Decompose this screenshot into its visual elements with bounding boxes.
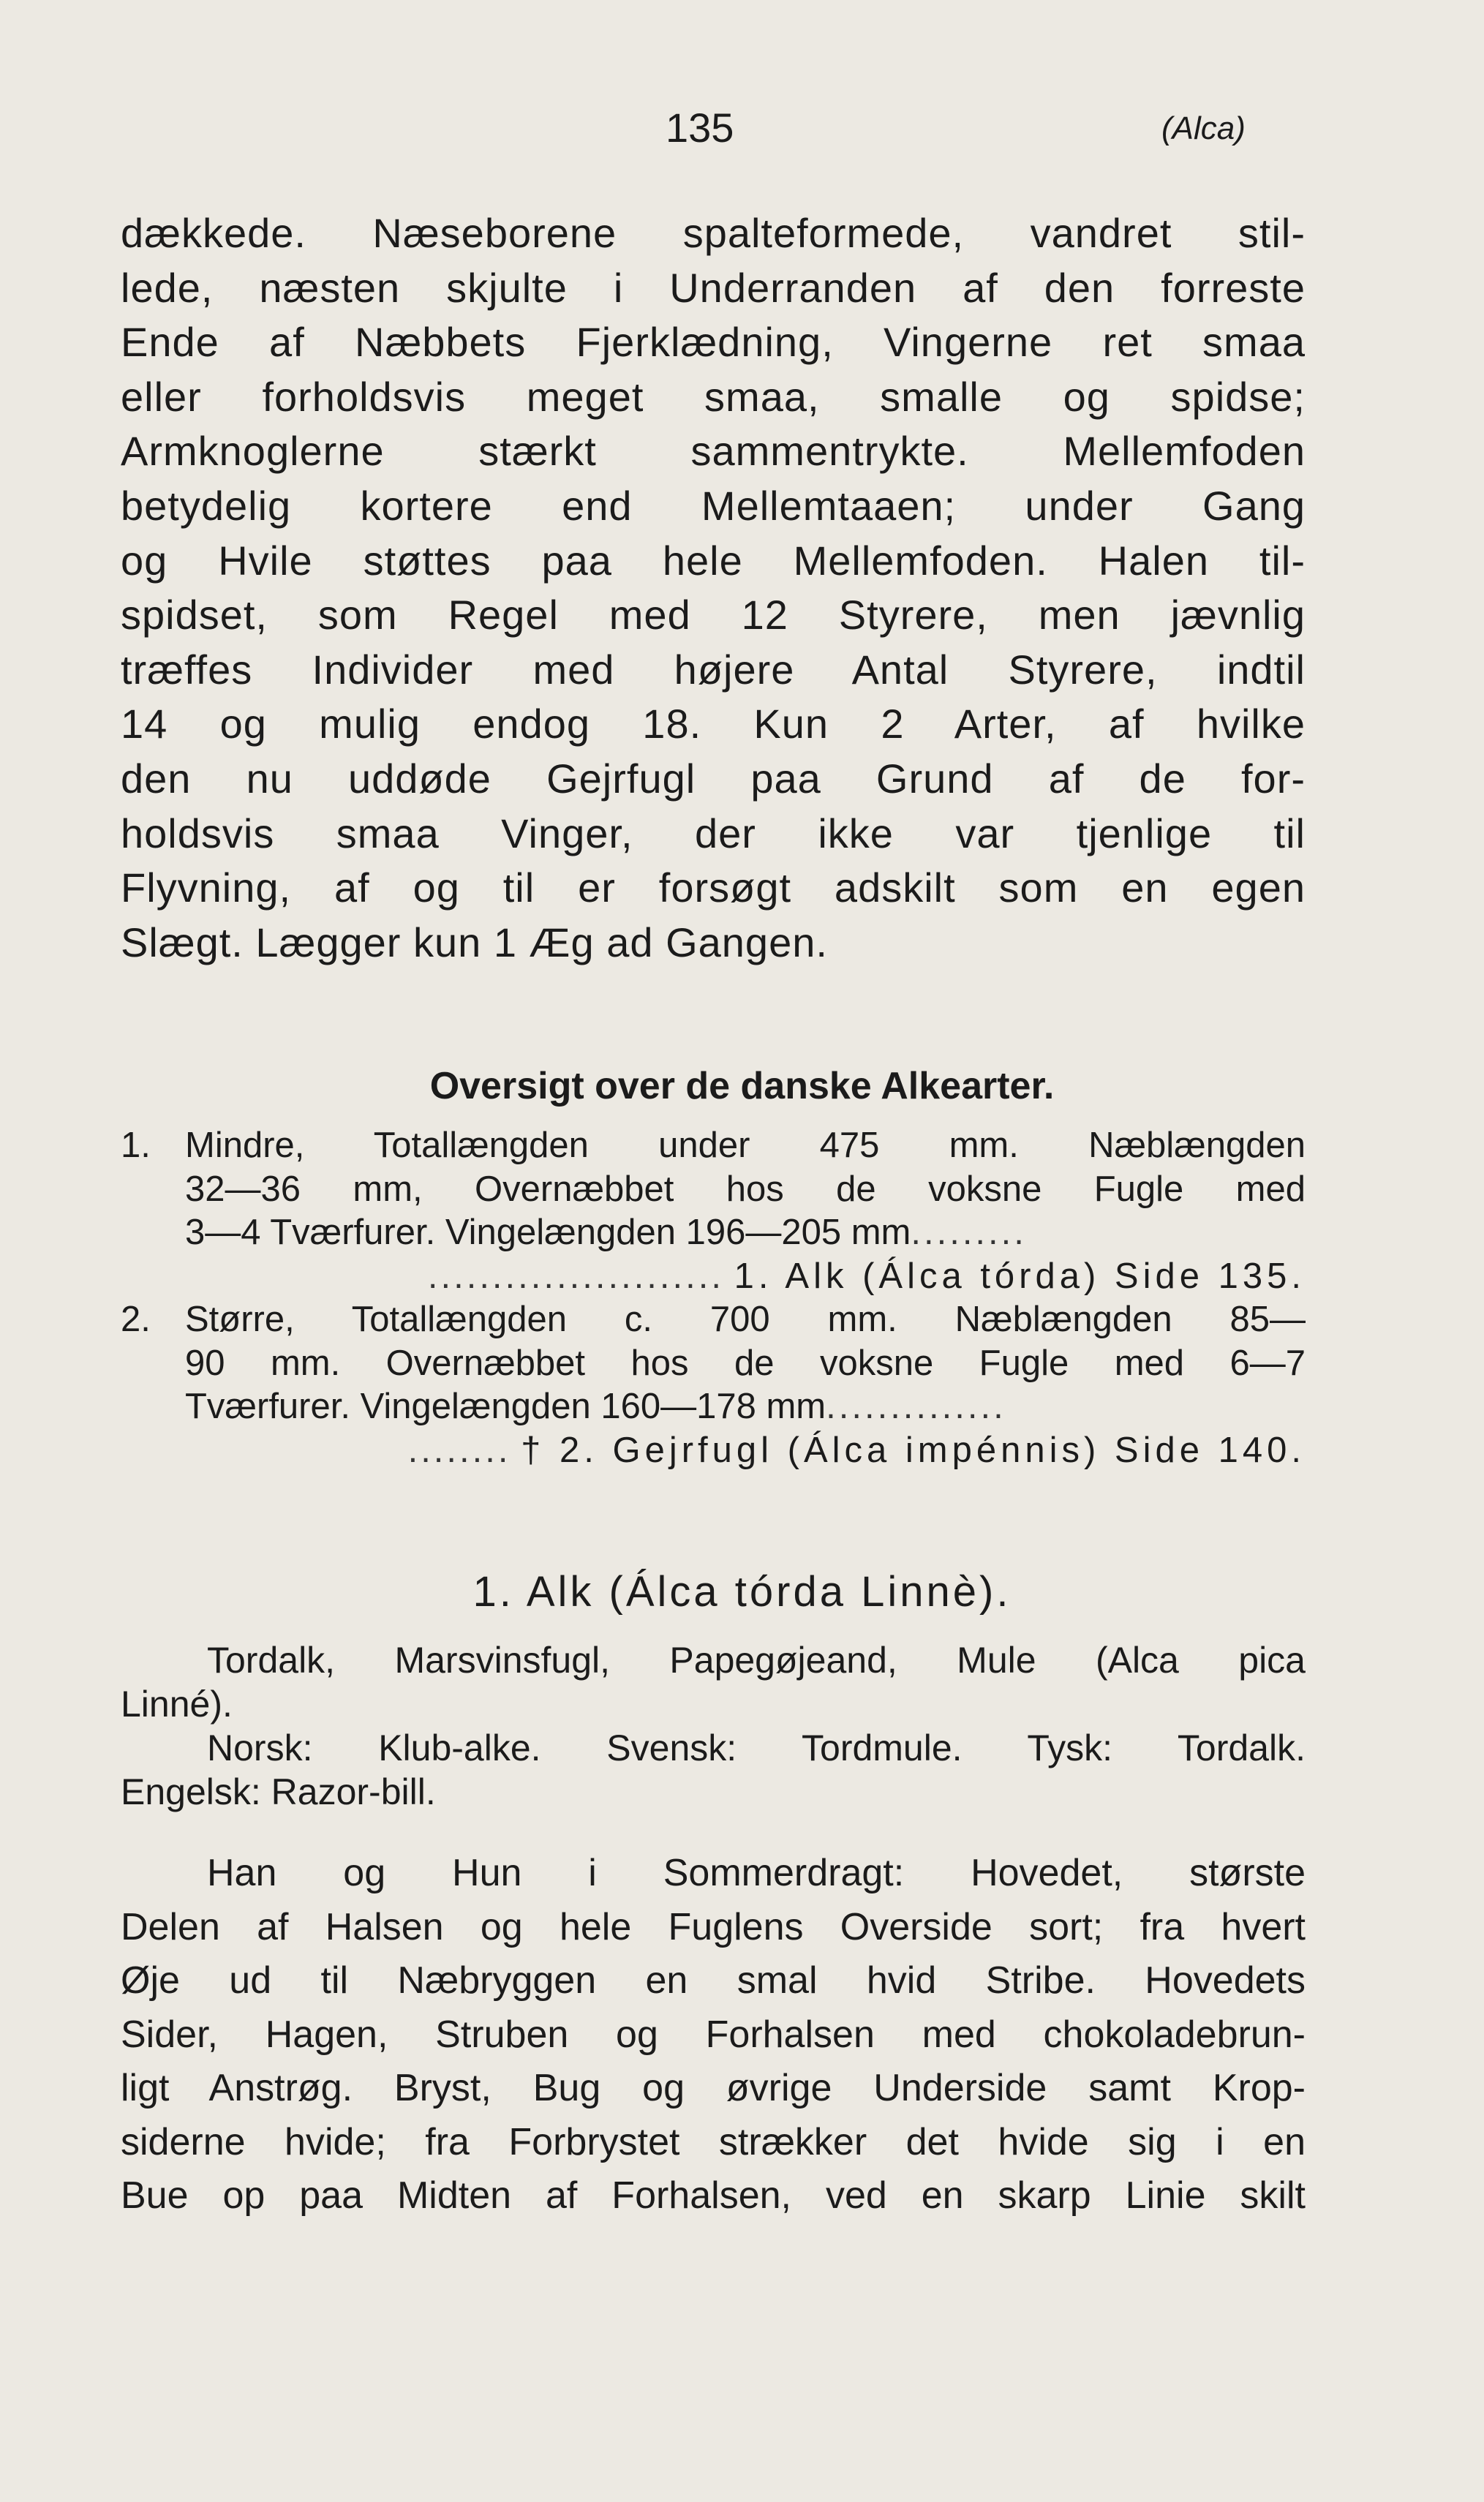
text-line: Bue op paa Midten af Forhalsen, ved en skarp Linie skilt — [121, 2174, 1306, 2217]
key-title: Oversigt over de danske Alkearter. — [429, 1065, 1055, 1107]
text-line: træffes Individer med højere Antal Styrere, indtil — [121, 646, 1306, 693]
text-line: lede, næsten skjulte i Underranden af den forreste — [121, 264, 1306, 311]
text-line: holdsvis smaa Vinger, der ikke var tjenlige til — [121, 810, 1306, 856]
dot-leader: ....................... — [427, 1256, 724, 1296]
text-line: eller forholdsvis meget smaa, smalle og spidse; — [121, 373, 1306, 420]
text-line: Flyvning, af og til er forsøgt adskilt som en egen — [121, 864, 1306, 911]
text-line: Ende af Næbbets Fjerklædning, Vingerne ret smaa — [121, 319, 1306, 366]
key-entry-text: 90 mm. Overnæbbet hos de voksne Fugle med 6—7 — [185, 1343, 1306, 1383]
running-head: (Alca) — [1161, 110, 1246, 146]
key-entry-result: † 2. Gejrfugl (Álca impénnis) Side 140. — [521, 1430, 1306, 1470]
text-line: dækkede. Næseborene spalteformede, vandret stil- — [121, 210, 1306, 256]
key-entry-number: 1. — [121, 1126, 151, 1165]
key-entry-line — [121, 1211, 1306, 1255]
key-entry-line — [121, 1342, 1306, 1386]
intro-paragraph — [121, 206, 1306, 970]
key-entry-line — [121, 1168, 1306, 1212]
key-entry-text — [185, 1385, 1306, 1429]
key-entry-result-wrap — [185, 1429, 1306, 1473]
key-entry-result-line — [121, 1429, 1306, 1473]
key-entry-result-line — [121, 1255, 1306, 1299]
text-line: den nu uddøde Gejrfugl paa Grund af de for- — [121, 755, 1306, 802]
key-entry-text: Større, Totallængden c. 700 mm. Næblængden 85— — [185, 1300, 1306, 1339]
species-key — [121, 1124, 1306, 1472]
text-line: Sider, Hagen, Struben og Forhalsen med chokoladebrun- — [121, 2013, 1306, 2056]
key-entry-number: 2. — [121, 1300, 151, 1339]
text-line: betydelig kortere end Mellemtaaen; under Gang — [121, 482, 1306, 529]
page-header — [0, 102, 1484, 154]
key-entry-text-part: 3—4 Tværfurer. Vingelængden 196—205 mm — [185, 1213, 911, 1252]
key-entry-line — [121, 1124, 1306, 1168]
dot-leader: .............. — [826, 1387, 1006, 1426]
key-entry-result-wrap — [185, 1255, 1306, 1299]
text-line: Norsk: Klub-alke. Svensk: Tordmule. Tysk: Tordalk. — [207, 1727, 1306, 1768]
text-line: ligt Anstrøg. Bryst, Bug og øvrige Underside samt Krop- — [121, 2067, 1306, 2109]
text-line: Han og Hun i Sommerdragt: Hovedet, største — [207, 1852, 1306, 1894]
dot-leader: ........ — [407, 1430, 511, 1470]
text-line: Slægt. Lægger kun 1 Æg ad Gangen. — [121, 919, 828, 965]
text-line: 14 og mulig endog 18. Kun 2 Arter, af hvilke — [121, 701, 1306, 747]
key-entry-text — [185, 1211, 1306, 1255]
text-line: spidset, som Regel med 12 Styrere, men jævnlig — [121, 592, 1306, 638]
common-names — [121, 1638, 1306, 1814]
species-heading: 1. Alk (Álca tórda Linnè). — [472, 1568, 1012, 1616]
page-number: 135 — [666, 105, 734, 151]
key-entry-text: 32—36 mm, Overnæbbet hos de voksne Fugle med — [185, 1169, 1306, 1209]
text-line: Øje ud til Næbryggen en smal hvid Stribe. Hovedets — [121, 1959, 1306, 2002]
text-line: Armknoglerne stærkt sammentrykte. Mellemfoden — [121, 428, 1306, 475]
plumage-description — [121, 1847, 1306, 2223]
text-line: Delen af Halsen og hele Fuglens Overside sort; fra hvert — [121, 1905, 1306, 1948]
dot-leader: ......... — [911, 1213, 1027, 1252]
key-entry-text: Mindre, Totallængden under 475 mm. Næblængden — [185, 1126, 1306, 1165]
key-entry-line — [121, 1298, 1306, 1342]
text-line: Linné). — [121, 1684, 233, 1725]
text-line: siderne hvide; fra Forbrystet strækker det hvide sig i en — [121, 2120, 1306, 2163]
key-entry-text-part: Tværfurer. Vingelængden 160—178 mm — [185, 1387, 826, 1426]
key-entry-result: 1. Alk (Álca tórda) Side 135. — [734, 1256, 1306, 1296]
text-line: Tordalk, Marsvinsfugl, Papegøjeand, Mule (Alca pica — [207, 1640, 1306, 1681]
text-line: Engelsk: Razor-bill. — [121, 1771, 436, 1812]
key-entry-line — [121, 1385, 1306, 1429]
text-line: og Hvile støttes paa hele Mellemfoden. Halen til- — [121, 537, 1306, 584]
